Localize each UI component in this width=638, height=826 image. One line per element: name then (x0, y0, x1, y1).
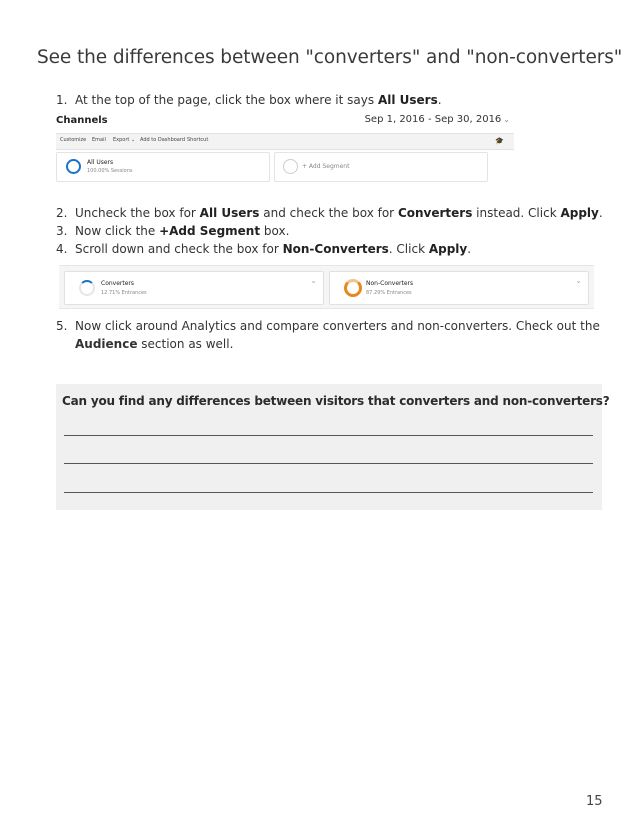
step-1 (56, 93, 442, 107)
answer-line[interactable] (64, 463, 593, 464)
toolbar-customize[interactable]: Customize (60, 137, 87, 143)
chevron-down-icon[interactable]: ⌄ (575, 276, 582, 285)
step-number: 3. (56, 224, 68, 238)
step-bold: All Users (199, 206, 260, 220)
step-text: . (437, 93, 442, 107)
step-bold: Apply (428, 242, 468, 256)
toolbar-shortcut[interactable]: Shortcut (187, 137, 209, 143)
question-text: Can you find any differences between visitors that converters and non-converters? (62, 394, 610, 408)
question-box (56, 384, 610, 510)
step-text: . (467, 242, 472, 256)
step-bold: Apply (560, 206, 599, 220)
chevron-down-icon[interactable]: ⌄ (310, 276, 317, 285)
step-bold: Converters (397, 206, 473, 220)
step-bold: Non-Converters (282, 242, 389, 256)
answer-line[interactable] (64, 435, 593, 436)
step-text: box. (260, 224, 290, 238)
step-number: 5. (56, 319, 68, 333)
segment-ring-icon (79, 280, 95, 296)
graduation-cap-icon[interactable]: 🎓 (495, 137, 504, 145)
step-text: instead. Click (472, 206, 561, 220)
step-text: and check the box for (259, 206, 398, 220)
segment-name: All Users (87, 159, 114, 166)
channels-title: Channels (56, 115, 108, 126)
answer-line[interactable] (64, 492, 593, 493)
add-segment-label: + Add Segment (302, 163, 350, 170)
step-text: Now click the (75, 224, 160, 238)
step-bold: Audience (75, 337, 138, 351)
step-text: section as well. (137, 337, 234, 351)
date-range[interactable] (365, 114, 510, 125)
screenshot-segments (59, 265, 594, 309)
step-text: Now click around Analytics and compare converters and non-converters. Check out the (75, 319, 600, 333)
segment-name: Converters (101, 280, 135, 287)
toolbar-export[interactable]: Export ⌄ (113, 137, 136, 143)
step-3 (56, 224, 289, 238)
page-number: 15 (586, 794, 603, 809)
step-bold: All Users (377, 93, 438, 107)
step-text: . (598, 206, 603, 220)
step-4 (56, 242, 471, 256)
step-5-line-2 (75, 337, 233, 351)
page-title: See the differences between "converters" and "non-converters" (37, 47, 623, 68)
segment-sub: 100.00% Sessions (87, 168, 133, 174)
step-text: At the top of the page, click the box where it says (75, 93, 378, 107)
report-toolbar (56, 133, 514, 150)
step-2 (56, 206, 603, 220)
segment-all-users[interactable] (56, 152, 270, 182)
segment-ring-icon (66, 159, 81, 174)
segment-non-converters[interactable] (329, 271, 589, 305)
date-range-text: Sep 1, 2016 - Sep 30, 2016 (364, 114, 502, 125)
toolbar-email[interactable]: Email (92, 137, 106, 143)
step-number: 1. (56, 93, 68, 107)
segment-converters[interactable] (64, 271, 324, 305)
toolbar-add-to-dashboard[interactable]: Add to Dashboard (140, 137, 186, 143)
segment-name: Non-Converters (366, 280, 414, 287)
step-bold: +Add Segment (159, 224, 261, 238)
screenshot-channels (56, 112, 514, 184)
chevron-down-icon: ⌄ (503, 115, 510, 124)
segment-ring-icon (344, 279, 362, 297)
empty-ring-icon (283, 159, 298, 174)
step-text: . Click (388, 242, 429, 256)
step-number: 2. (56, 206, 68, 220)
step-5 (56, 319, 600, 333)
step-number: 4. (56, 242, 68, 256)
segment-sub: 12.71% Entrances (101, 290, 147, 296)
add-segment-card[interactable] (274, 152, 488, 182)
segment-sub: 87.29% Entrances (366, 290, 412, 296)
step-text: Uncheck the box for (75, 206, 200, 220)
step-text: Scroll down and check the box for (75, 242, 283, 256)
